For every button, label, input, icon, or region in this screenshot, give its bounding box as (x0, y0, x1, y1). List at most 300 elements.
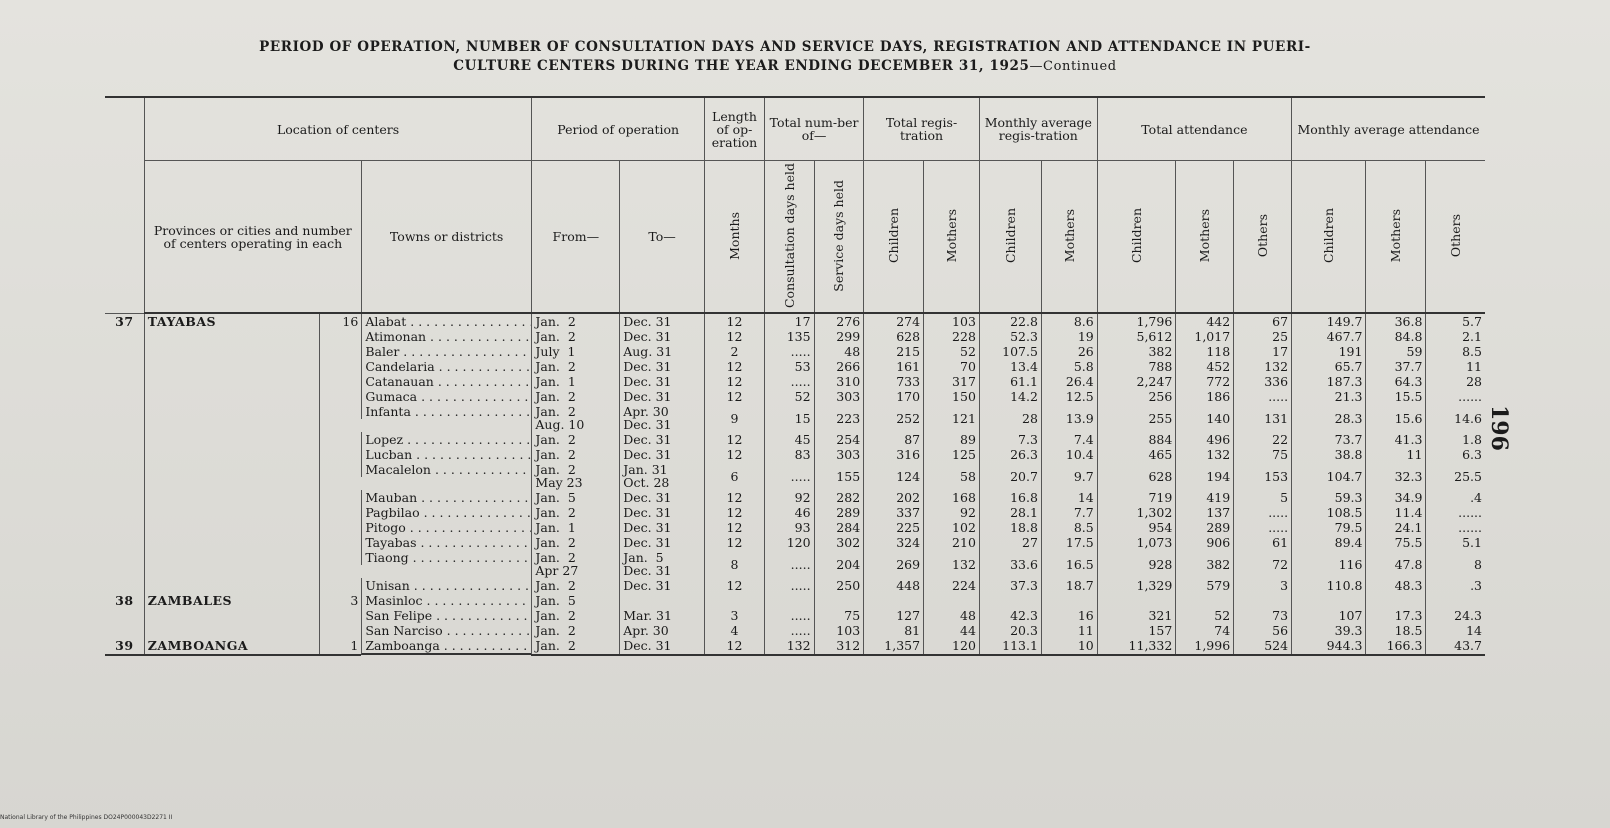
att-others: 56 (1234, 623, 1292, 638)
monthly-reg-children: 20.3 (979, 623, 1041, 638)
reg-mothers: 58 (924, 462, 980, 490)
period-from: Jan. 1 (532, 374, 620, 389)
att-others: 22 (1234, 432, 1292, 447)
table-row (105, 374, 1485, 389)
monthly-att-others: 11 (1426, 359, 1485, 374)
center-count (320, 520, 361, 535)
att-mothers: 137 (1176, 505, 1234, 520)
monthly-att-others: .4 (1426, 490, 1485, 505)
att-mothers: 118 (1176, 344, 1234, 359)
months-value: 12 (705, 535, 765, 550)
period-to: Mar. 31 (620, 608, 705, 623)
monthly-att-mothers: 36.8 (1366, 313, 1426, 329)
monthly-reg-mothers-header: Mothers (1061, 208, 1077, 263)
monthly-att-children: 149.7 (1292, 313, 1366, 329)
monthly-att-children: 39.3 (1292, 623, 1366, 638)
period-to: Dec. 31 (620, 447, 705, 462)
months-value: 8 (705, 550, 765, 578)
center-count (320, 608, 361, 623)
att-others: 73 (1234, 608, 1292, 623)
att-others: 336 (1234, 374, 1292, 389)
period-from: Jan. 2 (532, 447, 620, 462)
att-mothers-header: Mothers (1197, 208, 1213, 263)
service-days: 204 (814, 550, 864, 578)
consultation-days (764, 593, 814, 608)
center-count (320, 359, 361, 374)
monthly-reg-mothers: 17.5 (1041, 535, 1097, 550)
monthly-att-mothers: 17.3 (1366, 608, 1426, 623)
towns-header: Towns or districts (361, 161, 532, 314)
months-value: 12 (705, 505, 765, 520)
table-row (105, 344, 1485, 359)
period-to: Apr. 30 (620, 623, 705, 638)
att-others: 67 (1234, 313, 1292, 329)
att-mothers: 382 (1176, 550, 1234, 578)
from-header: From— (532, 161, 620, 314)
monthly-att-mothers: 48.3 (1366, 578, 1426, 593)
town-name: Zamboanga . . . (361, 638, 531, 655)
town-name: Unisan . . . (361, 578, 531, 593)
period-to: Apr. 30 Dec. 31 (620, 404, 705, 432)
consultation-days: 52 (764, 389, 814, 404)
monthly-reg-children-header: Children (1002, 207, 1018, 264)
att-children: 628 (1097, 462, 1176, 490)
period-from: Jan. 2 (532, 389, 620, 404)
monthly-att-others: 24.3 (1426, 608, 1485, 623)
monthly-att-mothers: 166.3 (1366, 638, 1426, 655)
service-days: 312 (814, 638, 864, 655)
total-registration-header: Total regis-tration (864, 97, 980, 161)
town-name: Infanta . . . (361, 404, 531, 419)
months-value: 12 (705, 329, 765, 344)
months-value: 12 (705, 578, 765, 593)
period-to (620, 593, 705, 608)
row-number (105, 608, 144, 623)
monthly-att-others: 14 (1426, 623, 1485, 638)
consultation-days: 132 (764, 638, 814, 655)
monthly-att-mothers: 59 (1366, 344, 1426, 359)
period-from: Jan. 5 (532, 490, 620, 505)
monthly-att-children: 107 (1292, 608, 1366, 623)
monthly-att-children: 89.4 (1292, 535, 1366, 550)
monthly-att-others: .3 (1426, 578, 1485, 593)
monthly-reg-children: 52.3 (979, 329, 1041, 344)
months-value: 12 (705, 389, 765, 404)
monthly-reg-mothers: 10.4 (1041, 447, 1097, 462)
months-value: 12 (705, 313, 765, 329)
center-count (320, 535, 361, 550)
months-value: 4 (705, 623, 765, 638)
period-to: Dec. 31 (620, 313, 705, 329)
monthly-att-others: 5.1 (1426, 535, 1485, 550)
months-value: 12 (705, 432, 765, 447)
period-to: Dec. 31 (620, 578, 705, 593)
table-row (105, 638, 1485, 655)
period-from: Jan. 2 (532, 608, 620, 623)
length-header: Length of op-eration (705, 97, 765, 161)
period-to: Jan. 31 Oct. 28 (620, 462, 705, 490)
reg-mothers-header: Mothers (944, 208, 959, 263)
table-title (120, 38, 1450, 76)
att-children: 256 (1097, 389, 1176, 404)
reg-mothers: 103 (924, 313, 980, 329)
town-name: Tiaong . . . (361, 550, 531, 565)
consultation-days: 45 (764, 432, 814, 447)
reg-children: 202 (864, 490, 924, 505)
town-name: Lucban . . . (361, 447, 531, 462)
att-children: 465 (1097, 447, 1176, 462)
monthly-att-others: ...... (1426, 389, 1485, 404)
reg-mothers: 120 (924, 638, 980, 655)
reg-mothers: 210 (924, 535, 980, 550)
reg-children: 215 (864, 344, 924, 359)
monthly-reg-children: 20.7 (979, 462, 1041, 490)
province-name: TAYABAS (144, 313, 320, 329)
consultation-days: ..... (764, 608, 814, 623)
monthly-att-children: 104.7 (1292, 462, 1366, 490)
monthly-reg-children (979, 593, 1041, 608)
center-count (320, 550, 361, 578)
consultation-days: ..... (764, 578, 814, 593)
reg-children: 448 (864, 578, 924, 593)
monthly-att-mothers-header: Mothers (1388, 208, 1404, 263)
row-number (105, 329, 144, 344)
months-value (705, 593, 765, 608)
att-children: 1,073 (1097, 535, 1176, 550)
monthly-registration-header: Monthly average regis-tration (979, 97, 1097, 161)
att-others: 131 (1234, 404, 1292, 432)
monthly-att-mothers: 34.9 (1366, 490, 1426, 505)
reg-mothers: 228 (924, 329, 980, 344)
table-row (105, 608, 1485, 623)
location-header: Location of centers (144, 97, 532, 161)
table-row (105, 389, 1485, 404)
att-others: ..... (1234, 520, 1292, 535)
monthly-att-others: 43.7 (1426, 638, 1485, 655)
monthly-reg-mothers: 16.5 (1041, 550, 1097, 578)
att-others: 75 (1234, 447, 1292, 462)
title-continued: —Continued (1029, 59, 1117, 74)
att-mothers: 772 (1176, 374, 1234, 389)
table-row (105, 505, 1485, 520)
consultation-days: 17 (764, 313, 814, 329)
consultation-days: 92 (764, 490, 814, 505)
att-children: 5,612 (1097, 329, 1176, 344)
monthly-att-children: 59.3 (1292, 490, 1366, 505)
att-mothers: 52 (1176, 608, 1234, 623)
monthly-att-children: 110.8 (1292, 578, 1366, 593)
row-number (105, 374, 144, 389)
att-others: 153 (1234, 462, 1292, 490)
monthly-att-others-header: Others (1448, 213, 1464, 258)
consultation-days: ..... (764, 374, 814, 389)
monthly-reg-children: 22.8 (979, 313, 1041, 329)
reg-mothers: 44 (924, 623, 980, 638)
period-to: Jan. 5 Dec. 31 (620, 550, 705, 578)
town-name: Alabat . . . (361, 314, 531, 329)
reg-children-header: Children (886, 207, 902, 264)
monthly-attendance-header: Monthly average attendance (1292, 97, 1485, 161)
title-line-1: PERIOD OF OPERATION, NUMBER OF CONSULTATION DAYS AND SERVICE DAYS, REGISTRATION AND ATTENDANCE IN PUERI- (259, 39, 1311, 55)
province-name (144, 490, 320, 505)
consultation-days: 83 (764, 447, 814, 462)
monthly-att-others: 28 (1426, 374, 1485, 389)
service-days: 276 (814, 313, 864, 329)
table-row (105, 623, 1485, 638)
reg-children: 161 (864, 359, 924, 374)
town-name: Macalelon . . . (361, 462, 531, 477)
province-name (144, 329, 320, 344)
monthly-reg-mothers: 26.4 (1041, 374, 1097, 389)
att-others: 524 (1234, 638, 1292, 655)
period-from: Jan. 2 (532, 578, 620, 593)
monthly-reg-children: 14.2 (979, 389, 1041, 404)
monthly-att-others: 8 (1426, 550, 1485, 578)
monthly-reg-children: 113.1 (979, 638, 1041, 655)
center-count (320, 505, 361, 520)
att-children (1097, 593, 1176, 608)
monthly-reg-mothers: 7.7 (1041, 505, 1097, 520)
period-from: Jan. 2 (532, 313, 620, 329)
monthly-att-children: 79.5 (1292, 520, 1366, 535)
town-name: Pagbilao . . . (361, 505, 531, 520)
reg-children: 87 (864, 432, 924, 447)
period-from: Jan. 2 (532, 535, 620, 550)
reg-children: 81 (864, 623, 924, 638)
monthly-reg-children: 7.3 (979, 432, 1041, 447)
monthly-att-children: 28.3 (1292, 404, 1366, 432)
center-count (320, 432, 361, 447)
table-row (105, 462, 1485, 490)
att-others: 17 (1234, 344, 1292, 359)
monthly-reg-children: 107.5 (979, 344, 1041, 359)
row-number (105, 447, 144, 462)
row-number (105, 404, 144, 432)
center-count (320, 344, 361, 359)
reg-mothers: 150 (924, 389, 980, 404)
row-number (105, 462, 144, 490)
att-children: 157 (1097, 623, 1176, 638)
att-others: ..... (1234, 505, 1292, 520)
row-number (105, 490, 144, 505)
center-count (320, 374, 361, 389)
town-name: Catanauan . . . (361, 374, 531, 389)
monthly-att-others: 14.6 (1426, 404, 1485, 432)
monthly-att-others: 1.8 (1426, 432, 1485, 447)
att-children: 255 (1097, 404, 1176, 432)
reg-mothers: 224 (924, 578, 980, 593)
att-mothers: 452 (1176, 359, 1234, 374)
months-value: 12 (705, 447, 765, 462)
town-name: Atimonan . . . (361, 329, 531, 344)
period-to: Aug. 31 (620, 344, 705, 359)
service-days: 282 (814, 490, 864, 505)
monthly-att-children (1292, 593, 1366, 608)
town-name: Pitogo . . . (361, 520, 531, 535)
monthly-att-children: 108.5 (1292, 505, 1366, 520)
reg-children: 225 (864, 520, 924, 535)
att-mothers: 906 (1176, 535, 1234, 550)
table-row (105, 578, 1485, 593)
table-row (105, 447, 1485, 462)
table-row (105, 535, 1485, 550)
center-count (320, 490, 361, 505)
period-header: Period of operation (532, 97, 705, 161)
reg-children: 628 (864, 329, 924, 344)
period-from: Jan. 2 Apr 27 (532, 550, 620, 578)
table-row (105, 359, 1485, 374)
att-children: 11,332 (1097, 638, 1176, 655)
att-others: 61 (1234, 535, 1292, 550)
monthly-att-others: 2.1 (1426, 329, 1485, 344)
monthly-reg-children: 28 (979, 404, 1041, 432)
monthly-reg-mothers: 19 (1041, 329, 1097, 344)
att-children-header: Children (1129, 207, 1145, 264)
to-header: To— (620, 161, 705, 314)
consultation-days: 15 (764, 404, 814, 432)
center-count (320, 447, 361, 462)
monthly-att-mothers: 18.5 (1366, 623, 1426, 638)
att-mothers: 74 (1176, 623, 1234, 638)
monthly-reg-children: 61.1 (979, 374, 1041, 389)
reg-children: 269 (864, 550, 924, 578)
months-value: 12 (705, 374, 765, 389)
footer-watermark: National Library of the Philippines DO24P000043D2271 II (0, 814, 173, 821)
row-number (105, 520, 144, 535)
att-mothers: 1,017 (1176, 329, 1234, 344)
months-value: 6 (705, 462, 765, 490)
province-name (144, 535, 320, 550)
monthly-att-mothers: 15.6 (1366, 404, 1426, 432)
row-number: 38 (115, 593, 134, 609)
att-mothers (1176, 593, 1234, 608)
consultation-days: ..... (764, 344, 814, 359)
period-from: Jan. 2 (532, 505, 620, 520)
att-others: 25 (1234, 329, 1292, 344)
service-days: 223 (814, 404, 864, 432)
row-number (105, 578, 144, 593)
period-from: Jan. 2 (532, 329, 620, 344)
center-count: 3 (320, 593, 361, 608)
table-row (105, 404, 1485, 432)
months-value: 9 (705, 404, 765, 432)
service-days: 284 (814, 520, 864, 535)
row-number (105, 359, 144, 374)
monthly-reg-children: 28.1 (979, 505, 1041, 520)
reg-children: 124 (864, 462, 924, 490)
period-to: Dec. 31 (620, 389, 705, 404)
province-name (144, 404, 320, 432)
att-others: 132 (1234, 359, 1292, 374)
row-number (105, 389, 144, 404)
center-count (320, 578, 361, 593)
monthly-reg-mothers: 7.4 (1041, 432, 1097, 447)
consultation-days: ..... (764, 550, 814, 578)
months-header: Months (726, 211, 742, 260)
monthly-reg-mothers: 18.7 (1041, 578, 1097, 593)
att-children: 321 (1097, 608, 1176, 623)
table-body (105, 313, 1485, 655)
months-value: 12 (705, 638, 765, 655)
town-name: Gumaca . . . (361, 389, 531, 404)
town-name: Tayabas . . . (361, 535, 531, 550)
period-from: Jan. 5 (532, 593, 620, 608)
consultation-days: 46 (764, 505, 814, 520)
monthly-att-mothers: 41.3 (1366, 432, 1426, 447)
page-number: 196 (1486, 405, 1512, 451)
service-days (814, 593, 864, 608)
monthly-att-children: 191 (1292, 344, 1366, 359)
province-name (144, 462, 320, 490)
service-days: 266 (814, 359, 864, 374)
att-mothers: 140 (1176, 404, 1234, 432)
service-days: 310 (814, 374, 864, 389)
period-from: Jan. 2 (532, 359, 620, 374)
att-mothers: 442 (1176, 313, 1234, 329)
province-name (144, 623, 320, 638)
period-from: Jan. 2 May 23 (532, 462, 620, 490)
reg-children (864, 593, 924, 608)
period-to: Dec. 31 (620, 638, 705, 655)
reg-mothers: 48 (924, 608, 980, 623)
reg-children: 316 (864, 447, 924, 462)
monthly-reg-mothers: 8.5 (1041, 520, 1097, 535)
row-number: 37 (115, 313, 134, 329)
monthly-att-others: 8.5 (1426, 344, 1485, 359)
months-value: 12 (705, 359, 765, 374)
consultation-days: 120 (764, 535, 814, 550)
total-attendance-header: Total attendance (1097, 97, 1291, 161)
province-name (144, 389, 320, 404)
att-others: ..... (1234, 389, 1292, 404)
town-name: Masinloc . . . (361, 593, 531, 608)
town-name: Baler . . . (361, 344, 531, 359)
monthly-reg-children: 18.8 (979, 520, 1041, 535)
service-days: 254 (814, 432, 864, 447)
monthly-reg-mothers: 13.9 (1041, 404, 1097, 432)
att-mothers: 186 (1176, 389, 1234, 404)
province-name: ZAMBALES (144, 593, 320, 608)
period-to: Dec. 31 (620, 520, 705, 535)
reg-mothers: 52 (924, 344, 980, 359)
monthly-att-children: 38.8 (1292, 447, 1366, 462)
town-name: Lopez . . . (361, 432, 531, 447)
table-row (105, 329, 1485, 344)
months-value: 2 (705, 344, 765, 359)
months-value: 12 (705, 520, 765, 535)
province-name (144, 447, 320, 462)
consultation-days: 93 (764, 520, 814, 535)
monthly-att-children: 467.7 (1292, 329, 1366, 344)
att-others (1234, 593, 1292, 608)
center-count (320, 462, 361, 490)
monthly-att-children: 944.3 (1292, 638, 1366, 655)
reg-children: 170 (864, 389, 924, 404)
att-children: 954 (1097, 520, 1176, 535)
monthly-att-mothers: 84.8 (1366, 329, 1426, 344)
service-days: 299 (814, 329, 864, 344)
period-to: Dec. 31 (620, 432, 705, 447)
att-children: 382 (1097, 344, 1176, 359)
att-children: 1,329 (1097, 578, 1176, 593)
center-count (320, 329, 361, 344)
att-mothers: 132 (1176, 447, 1234, 462)
center-count (320, 623, 361, 638)
center-count: 1 (320, 638, 361, 655)
monthly-reg-mothers: 8.6 (1041, 313, 1097, 329)
center-count: 16 (320, 313, 361, 329)
monthly-reg-children: 37.3 (979, 578, 1041, 593)
